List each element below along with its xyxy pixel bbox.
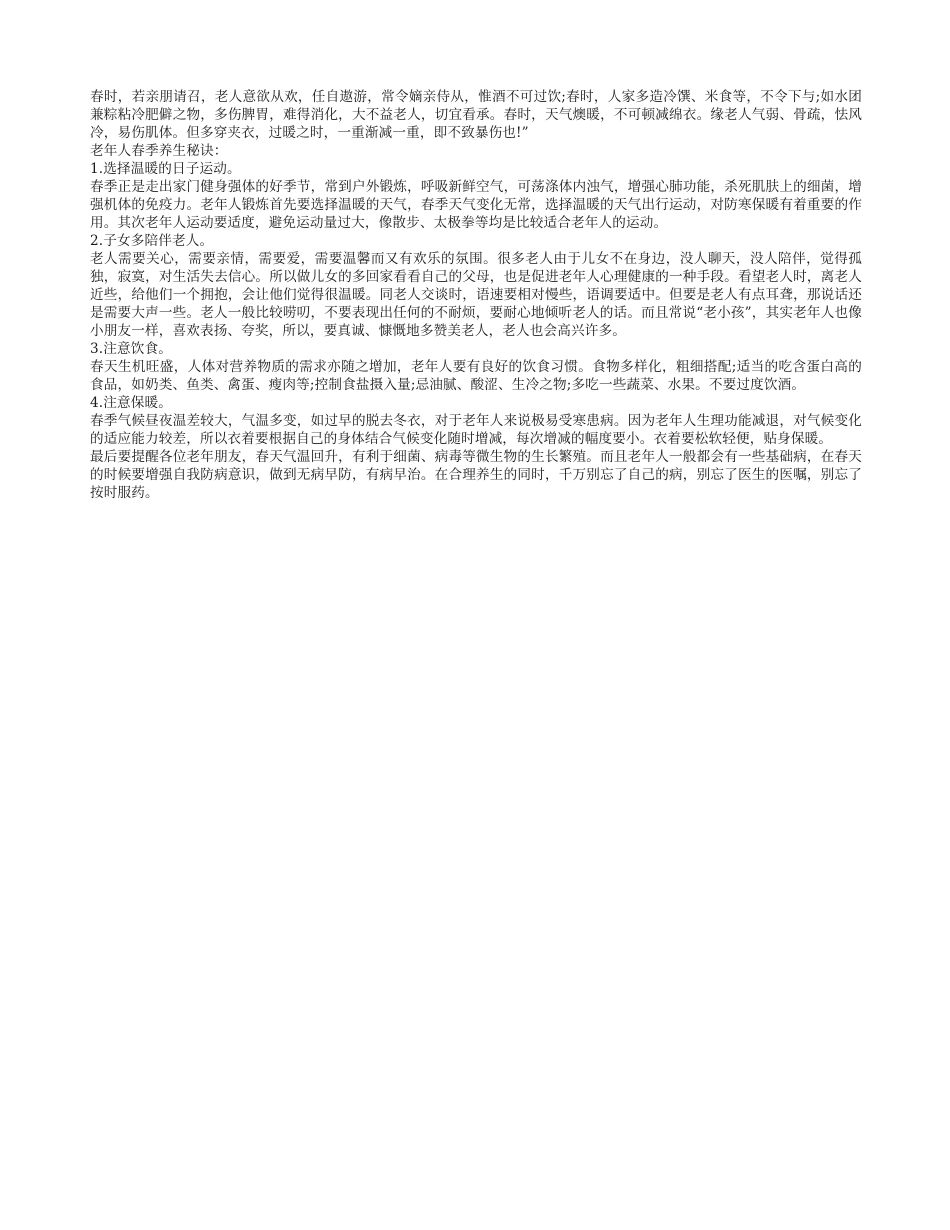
section-heading-2: 2.子女多陪伴老人。 xyxy=(90,233,214,249)
section-heading-3: 3.注意饮食。 xyxy=(90,341,172,357)
section-body-1: 春季正是走出家门健身强体的好季节，常到户外锻炼，呼吸新鲜空气，可荡涤体内浊气，增强心肺功能，杀死肌肤上的细菌，增强机体的免疫力。老年人锻炼首先要选择温暖的天气，春季天气变化无常，选择温暖的天气出行运动，对防寒保暖有着重要的作用。其次老年人运动要适度，避免运动量过大，像散步、太极拳等均是比较适合老年人的运动。 xyxy=(90,179,862,231)
section-body-4: 春季气候昼夜温差较大，气温多变，如过早的脱去冬衣，对于老年人来说极易受寒患病。因为老年人生理功能减退，对气候变化的适应能力较差，所以衣着要根据自己的身体结合气候变化随时增减，每次增减的幅度要小。衣着要松软轻便，贴身保暖。 xyxy=(90,413,862,447)
section-body-2: 老人需要关心，需要亲情，需要爱，需要温馨而又有欢乐的氛围。很多老人由于儿女不在身边，没人聊天，没人陪伴，觉得孤独，寂寞，对生活失去信心。所以做儿女的多回家看看自己的父母，也是促进老年人心理健康的一种手段。看望老人时，离老人近些，给他们一个拥抱，会让他们觉得很温暖。同老人交谈时，语速要相对慢些，语调要适中。但要是老人有点耳聋，那说话还是需要大声一些。老人一般比较唠叨，不要表现出任何的不耐烦，要耐心地倾听老人的话。而且常说“老小孩”，其实老年人也像小朋友一样，喜欢表扬、夸奖，所以，要真诚、慷慨地多赞美老人，老人也会高兴许多。 xyxy=(90,251,862,339)
section-heading-4: 4.注意保暖。 xyxy=(90,395,172,411)
document-title: 老年人春季养生秘诀： xyxy=(90,143,228,159)
intro-paragraph: 春时，若亲朋请召，老人意欲从欢，任自遨游，常令嫡亲侍从，惟酒不可过饮;春时，人家多造冷馔、米食等，不令下与;如水团兼粽粘冷肥僻之物，多伤脾胃，难得消化，大不益老人，切宜看承。春时，天气燠暖，不可顿减绵衣。缘老人气弱、骨疏，怯风冷，易伤肌体。但多穿夹衣，过暖之时，一重渐减一重，即不致暴伤也!” xyxy=(90,89,862,141)
section-heading-1: 1.选择温暖的日子运动。 xyxy=(90,161,241,177)
document-page xyxy=(90,88,862,502)
section-body-3: 春天生机旺盛，人体对营养物质的需求亦随之增加，老年人要有良好的饮食习惯。食物多样化，粗细搭配;适当的吃含蛋白高的食品，如奶类、鱼类、禽蛋、瘦肉等;控制食盐摄入量;忌油腻、酸涩、生冷之物;多吃一些蔬菜、水果。不要过度饮酒。 xyxy=(90,359,862,393)
closing-paragraph: 最后要提醒各位老年朋友，春天气温回升，有利于细菌、病毒等微生物的生长繁殖。而且老年人一般都会有一些基础病，在春天的时候要增强自我防病意识，做到无病早防，有病早治。在合理养生的同时，千万别忘了自己的病，别忘了医生的医嘱，别忘了按时服药。 xyxy=(90,449,862,501)
